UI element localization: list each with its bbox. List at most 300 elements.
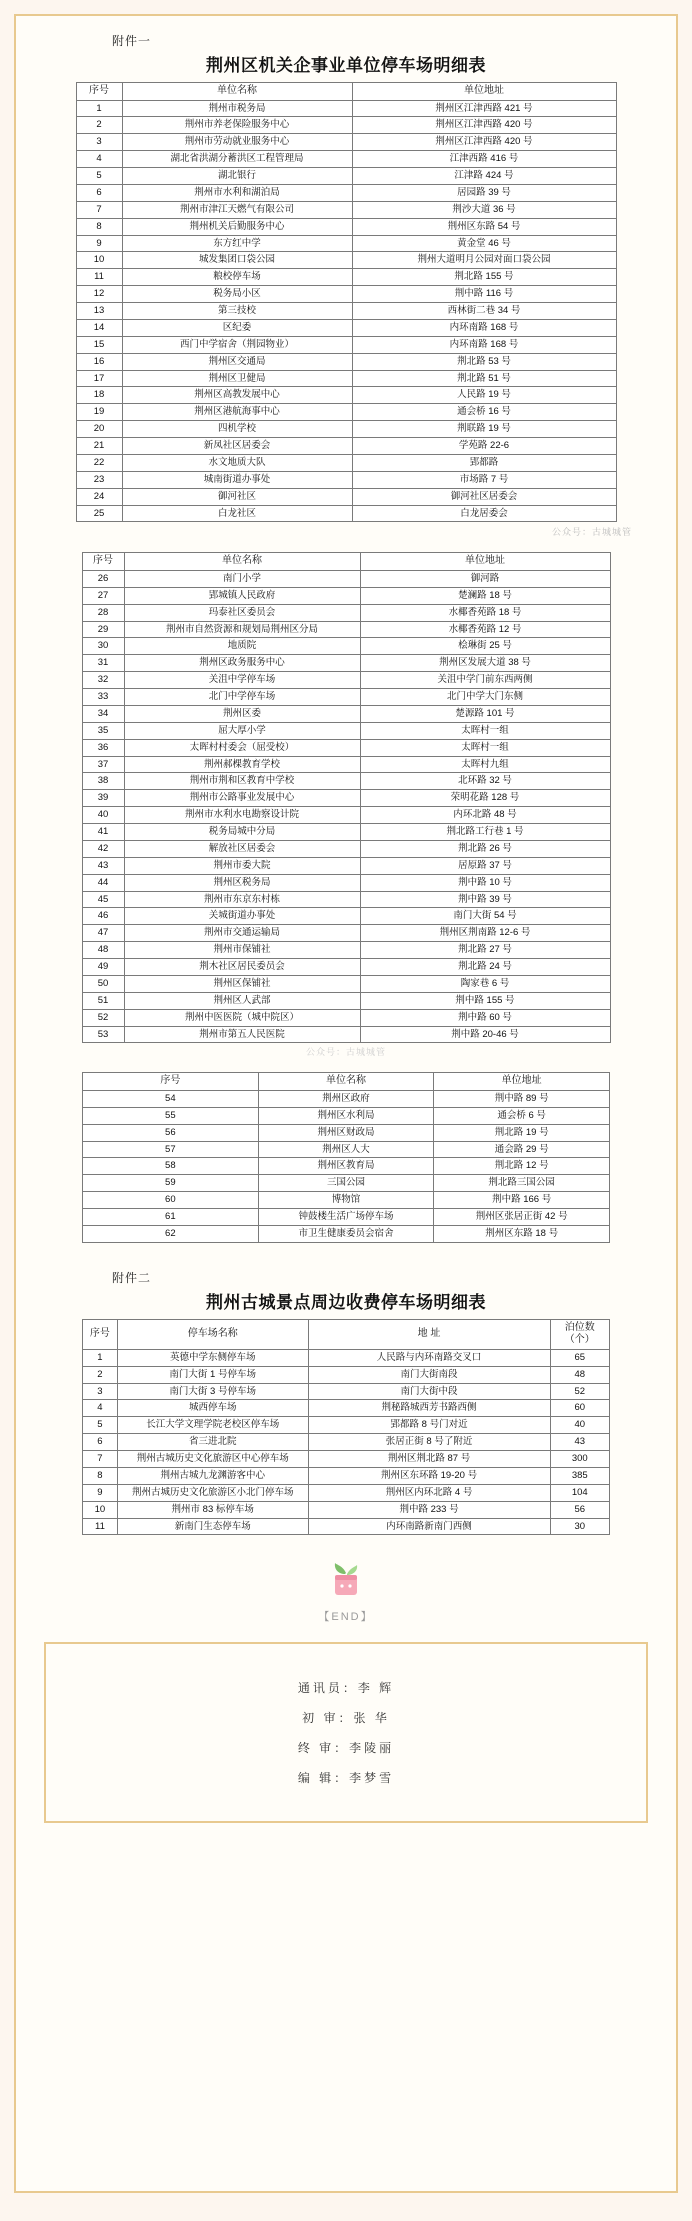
cell-unit-address: 荆中路 60 号: [360, 1009, 610, 1026]
cell-unit-name: 荆州区人武部: [124, 992, 360, 1009]
cell-unit-address: 北门中学大门东侧: [360, 689, 610, 706]
table-row: [76, 235, 616, 252]
cell-unit-address: 荆中路 155 号: [360, 992, 610, 1009]
cell-unit-name: 荆州区人大: [258, 1141, 434, 1158]
table-row: [83, 1518, 610, 1535]
cell-index: 4: [76, 151, 122, 168]
table-header-row: [83, 1319, 610, 1349]
cell-unit-address: 江津路 424 号: [352, 168, 616, 185]
col-header-lot-name: 停车场名称: [117, 1319, 308, 1349]
cell-unit-name: 北门中学停车场: [124, 689, 360, 706]
table-row: [82, 587, 610, 604]
cell-unit-name: 博物馆: [258, 1192, 434, 1209]
cell-unit-name: 城南街道办事处: [122, 471, 352, 488]
cell-unit-name: 荆州区水利局: [258, 1107, 434, 1124]
cell-unit-name: 太晖村村委会（屈受校）: [124, 739, 360, 756]
table-row: [83, 1349, 610, 1366]
end-block: [34, 1561, 658, 1624]
cell-unit-address: 荆州区发展大道 38 号: [360, 655, 610, 672]
cell-unit-address: 荆中路 89 号: [434, 1090, 610, 1107]
table-row: [76, 303, 616, 320]
cell-spaces: 65: [550, 1349, 609, 1366]
table-row: [82, 604, 610, 621]
cell-unit-name: 荆州市保铺社: [124, 942, 360, 959]
cell-unit-name: 荆州市第五人民医院: [124, 1026, 360, 1043]
cell-unit-address: 学苑路 22-6: [352, 438, 616, 455]
col-header-unit-address: 单位地址: [352, 83, 616, 101]
cell-unit-address: 居园路 39 号: [352, 184, 616, 201]
cell-index: 42: [82, 840, 124, 857]
cell-index: 11: [76, 269, 122, 286]
cell-index: 7: [83, 1451, 118, 1468]
table-row: [83, 1400, 610, 1417]
table-body-attachment-1: [76, 100, 616, 522]
cell-index: 33: [82, 689, 124, 706]
table-row: [82, 908, 610, 925]
table-row: [83, 1090, 610, 1107]
attachment-2-label: 附件二: [112, 1270, 152, 1285]
cell-index: 12: [76, 286, 122, 303]
cell-index: 35: [82, 722, 124, 739]
cell-unit-address: 西林街二巷 34 号: [352, 303, 616, 320]
cell-unit-address: 荆州区东路 54 号: [352, 218, 616, 235]
table-row: [83, 1366, 610, 1383]
cell-unit-name: 荆州区教育局: [258, 1158, 434, 1175]
cell-index: 11: [83, 1518, 118, 1535]
cell-unit-address: 荆中路 10 号: [360, 874, 610, 891]
cell-unit-name: 荆州区卫健局: [122, 370, 352, 387]
col-header-index: 序号: [82, 553, 124, 571]
watermark-1: 公众号：古城城管: [551, 527, 632, 538]
cell-spaces: 385: [550, 1467, 609, 1484]
table-row: [82, 621, 610, 638]
cell-unit-name: 粮校停车场: [122, 269, 352, 286]
cell-unit-address: 北环路 32 号: [360, 773, 610, 790]
cell-unit-address: 楚澜路 18 号: [360, 587, 610, 604]
cell-unit-address: 居原路 37 号: [360, 857, 610, 874]
cell-unit-name: 屈大厚小学: [124, 722, 360, 739]
cell-index: 10: [83, 1501, 118, 1518]
credit-editor: 编 辑：李梦雪: [297, 1771, 395, 1786]
cell-index: 36: [82, 739, 124, 756]
table-attachment-1-cont: [82, 552, 611, 1043]
cell-unit-name: 湖北银行: [122, 168, 352, 185]
cell-index: 23: [76, 471, 122, 488]
cell-unit-name: 荆州市税务局: [122, 100, 352, 117]
cell-unit-address: 楚源路 101 号: [360, 705, 610, 722]
cell-index: 31: [82, 655, 124, 672]
table-row: [83, 1383, 610, 1400]
cell-unit-name: 郢城镇人民政府: [124, 587, 360, 604]
cell-unit-name: 荆州区港航海事中心: [122, 404, 352, 421]
table-row: [76, 269, 616, 286]
cell-index: 62: [83, 1225, 259, 1242]
table-row: [82, 942, 610, 959]
cell-unit-name: 荆州区税务局: [124, 874, 360, 891]
col-header-unit-name: 单位名称: [124, 553, 360, 571]
cell-unit-address: 御河社区居委会: [352, 488, 616, 505]
cell-index: 39: [82, 790, 124, 807]
table-row: [83, 1209, 610, 1226]
table-row: [76, 117, 616, 134]
cell-index: 34: [82, 705, 124, 722]
cell-index: 6: [83, 1434, 118, 1451]
cell-unit-address: 荆北路 53 号: [352, 353, 616, 370]
table-row: [76, 387, 616, 404]
cell-unit-name: 区纪委: [122, 319, 352, 336]
table-row: [76, 319, 616, 336]
cell-spaces: 52: [550, 1383, 609, 1400]
cell-address: 荆秘路城西芳书路西侧: [308, 1400, 550, 1417]
cell-index: 16: [76, 353, 122, 370]
cell-unit-address: 陶家巷 6 号: [360, 975, 610, 992]
cell-unit-address: 荆州区江津西路 420 号: [352, 117, 616, 134]
table-row: [82, 925, 610, 942]
attachment-1-label: 附件一: [112, 34, 152, 48]
table-row: [82, 840, 610, 857]
cell-lot-name: 新南门生态停车场: [117, 1518, 308, 1535]
table-row: [76, 134, 616, 151]
cell-unit-address: 关沮中学门前东西两侧: [360, 672, 610, 689]
col-header-index: 序号: [76, 83, 122, 101]
cell-index: 1: [76, 100, 122, 117]
cell-index: 45: [82, 891, 124, 908]
cell-unit-name: 东方红中学: [122, 235, 352, 252]
cell-unit-address: 荆中路 116 号: [352, 286, 616, 303]
cell-index: 32: [82, 672, 124, 689]
cell-unit-address: 荆中路 39 号: [360, 891, 610, 908]
cell-lot-name: 荆州市 83 标停车场: [117, 1501, 308, 1518]
cell-index: 25: [76, 505, 122, 522]
cell-address: 荆州区内环北路 4 号: [308, 1484, 550, 1501]
credit-first-review: 初 审：张 华: [302, 1711, 390, 1726]
table-body-attachment-1-cont2: [83, 1090, 610, 1242]
cell-lot-name: 省三进北院: [117, 1434, 308, 1451]
cell-index: 4: [83, 1400, 118, 1417]
table-row: [83, 1434, 610, 1451]
table-row: [82, 807, 610, 824]
cell-unit-address: 荆州区江津西路 420 号: [352, 134, 616, 151]
col-header-address: 地 址: [308, 1319, 550, 1349]
cell-unit-address: 荆北路 27 号: [360, 942, 610, 959]
table-header-row: [82, 553, 610, 571]
table-row: [82, 975, 610, 992]
table-row: [82, 874, 610, 891]
cell-lot-name: 城西停车场: [117, 1400, 308, 1417]
col-header-index: 序号: [83, 1073, 259, 1091]
cell-index: 46: [82, 908, 124, 925]
cell-unit-name: 荆州郝棵教育学校: [124, 756, 360, 773]
cell-unit-address: 桧琳街 25 号: [360, 638, 610, 655]
table-row: [76, 488, 616, 505]
cell-unit-name: 地质院: [124, 638, 360, 655]
cell-unit-address: 内环南路 168 号: [352, 319, 616, 336]
table-row: [82, 1009, 610, 1026]
table-row: [82, 756, 610, 773]
cell-unit-address: 荣明花路 128 号: [360, 790, 610, 807]
credit-reporter: 通讯员：李 辉: [297, 1681, 395, 1696]
cell-index: 37: [82, 756, 124, 773]
document-frame: [14, 14, 678, 2193]
cell-unit-address: 荆北路 19 号: [434, 1124, 610, 1141]
cell-unit-address: 荆北路 26 号: [360, 840, 610, 857]
cell-unit-name: 四机学校: [122, 421, 352, 438]
cell-address: 荆中路 233 号: [308, 1501, 550, 1518]
cell-index: 28: [82, 604, 124, 621]
cell-unit-address: 荆中路 20-46 号: [360, 1026, 610, 1043]
table-row: [76, 505, 616, 522]
cell-unit-name: 关沮中学停车场: [124, 672, 360, 689]
cell-unit-address: 江津西路 416 号: [352, 151, 616, 168]
table-row: [76, 471, 616, 488]
cell-unit-name: 西门中学宿舍（荆园物业）: [122, 336, 352, 353]
table-row: [76, 184, 616, 201]
cell-unit-name: 税务局小区: [122, 286, 352, 303]
table-header-row: [76, 83, 616, 101]
cell-spaces: 104: [550, 1484, 609, 1501]
table-row: [82, 857, 610, 874]
table-attachment-1: [76, 82, 617, 522]
cell-address: 南门大街中段: [308, 1383, 550, 1400]
cell-index: 41: [82, 824, 124, 841]
cell-unit-name: 玛泰社区委员会: [124, 604, 360, 621]
table-row: [82, 959, 610, 976]
table-row: [83, 1225, 610, 1242]
table-row: [76, 404, 616, 421]
table-row: [76, 100, 616, 117]
cell-unit-address: 荆北路三国公园: [434, 1175, 610, 1192]
cell-unit-name: 城发集团口袋公园: [122, 252, 352, 269]
cell-index: 2: [83, 1366, 118, 1383]
cell-index: 44: [82, 874, 124, 891]
cell-unit-name: 白龙社区: [122, 505, 352, 522]
table-row: [82, 790, 610, 807]
cell-unit-name: 荆木社区居民委员会: [124, 959, 360, 976]
table-attachment-1-cont2: [82, 1072, 610, 1242]
cell-unit-address: 通会桥 16 号: [352, 404, 616, 421]
attachment-2-title: 荆州古城景点周边收费停车场明细表: [206, 1292, 486, 1312]
cell-index: 8: [83, 1467, 118, 1484]
cell-index: 19: [76, 404, 122, 421]
cell-lot-name: 荆州古城历史文化旅游区小北门停车场: [117, 1484, 308, 1501]
cell-unit-name: 荆州区委: [124, 705, 360, 722]
table-row: [76, 218, 616, 235]
cell-spaces: 48: [550, 1366, 609, 1383]
table-row: [83, 1107, 610, 1124]
cell-address: 郢都路 8 号门对近: [308, 1417, 550, 1434]
cell-unit-name: 荆州市水利水电勘察设计院: [124, 807, 360, 824]
cell-unit-address: 荆中路 166 号: [434, 1192, 610, 1209]
watermark-2: 公众号：古城城管: [305, 1047, 386, 1058]
table-row: [83, 1501, 610, 1518]
cell-index: 59: [83, 1175, 259, 1192]
cell-spaces: 56: [550, 1501, 609, 1518]
cell-unit-name: 荆州市劳动就业服务中心: [122, 134, 352, 151]
table-row: [83, 1175, 610, 1192]
cell-unit-name: 新凤社区居委会: [122, 438, 352, 455]
cell-spaces: 60: [550, 1400, 609, 1417]
cell-unit-address: 白龙居委会: [352, 505, 616, 522]
cell-index: 47: [82, 925, 124, 942]
cell-index: 1: [83, 1349, 118, 1366]
cell-unit-name: 荆州市公路事业发展中心: [124, 790, 360, 807]
table-row: [83, 1417, 610, 1434]
cell-lot-name: 英德中学东侧停车场: [117, 1349, 308, 1366]
cell-unit-name: 荆州市交通运输局: [124, 925, 360, 942]
cell-unit-address: 荆北路 51 号: [352, 370, 616, 387]
cell-unit-address: 荆北路 155 号: [352, 269, 616, 286]
cell-unit-address: 人民路 19 号: [352, 387, 616, 404]
col-header-spaces: 泊位数（个）: [550, 1319, 609, 1349]
cell-spaces: 43: [550, 1434, 609, 1451]
cell-unit-address: 太晖村一组: [360, 722, 610, 739]
cell-index: 38: [82, 773, 124, 790]
cell-unit-address: 南门大街 54 号: [360, 908, 610, 925]
table-row: [82, 570, 610, 587]
table-row: [83, 1451, 610, 1468]
credit-final-review: 终 审：李陵丽: [297, 1741, 395, 1756]
table-body-attachment-1-cont: [82, 570, 610, 1043]
table-row: [83, 1141, 610, 1158]
cell-unit-name: 第三技校: [122, 303, 352, 320]
table-row: [82, 824, 610, 841]
col-header-index: 序号: [83, 1319, 118, 1349]
col-header-unit-name: 单位名称: [122, 83, 352, 101]
cell-index: 60: [83, 1192, 259, 1209]
table-row: [76, 353, 616, 370]
table-body-attachment-2: [83, 1349, 610, 1535]
cell-unit-address: 荆联路 19 号: [352, 421, 616, 438]
table-row: [83, 1158, 610, 1175]
cell-spaces: 300: [550, 1451, 609, 1468]
cell-index: 9: [83, 1484, 118, 1501]
cell-index: 52: [82, 1009, 124, 1026]
cell-unit-name: 荆州市水利和湖泊局: [122, 184, 352, 201]
table-row: [76, 370, 616, 387]
table-row: [83, 1467, 610, 1484]
cell-unit-address: 通会桥 6 号: [434, 1107, 610, 1124]
cell-lot-name: 南门大街 1 号停车场: [117, 1366, 308, 1383]
cell-unit-address: 荆北路工行巷 1 号: [360, 824, 610, 841]
cell-unit-name: 荆州区高教发展中心: [122, 387, 352, 404]
table-row: [82, 672, 610, 689]
table-row: [82, 689, 610, 706]
col-header-unit-address: 单位地址: [360, 553, 610, 571]
cell-unit-name: 三国公园: [258, 1175, 434, 1192]
table-header-row: [83, 1073, 610, 1091]
cell-index: 22: [76, 454, 122, 471]
cell-unit-name: 荆州市荆和区教育中学校: [124, 773, 360, 790]
cell-unit-address: 郢都路: [352, 454, 616, 471]
cell-unit-address: 荆州区东路 18 号: [434, 1225, 610, 1242]
cell-index: 8: [76, 218, 122, 235]
cell-index: 7: [76, 201, 122, 218]
cell-unit-address: 太晖村九组: [360, 756, 610, 773]
cell-index: 5: [83, 1417, 118, 1434]
cell-unit-name: 荆州区财政局: [258, 1124, 434, 1141]
cell-index: 14: [76, 319, 122, 336]
cell-unit-address: 荆州区张居正街 42 号: [434, 1209, 610, 1226]
cell-index: 13: [76, 303, 122, 320]
cell-index: 54: [83, 1090, 259, 1107]
cell-index: 40: [82, 807, 124, 824]
cell-index: 26: [82, 570, 124, 587]
cell-unit-name: 钟鼓楼生活广场停车场: [258, 1209, 434, 1226]
cell-index: 61: [83, 1209, 259, 1226]
cell-index: 10: [76, 252, 122, 269]
cell-spaces: 30: [550, 1518, 609, 1535]
table-row: [76, 336, 616, 353]
cell-unit-address: 荆州区江津西路 421 号: [352, 100, 616, 117]
table-row: [83, 1484, 610, 1501]
cell-unit-name: 荆州区政府: [258, 1090, 434, 1107]
table-row: [76, 252, 616, 269]
cell-unit-name: 关城街道办事处: [124, 908, 360, 925]
cell-index: 29: [82, 621, 124, 638]
cell-unit-name: 税务局城中分局: [124, 824, 360, 841]
table-row: [83, 1192, 610, 1209]
cell-unit-address: 通会路 29 号: [434, 1141, 610, 1158]
cell-index: 5: [76, 168, 122, 185]
cell-index: 6: [76, 184, 122, 201]
table-row: [82, 1026, 610, 1043]
cell-unit-address: 太晖村一组: [360, 739, 610, 756]
plant-icon: [329, 1561, 363, 1599]
cell-index: 21: [76, 438, 122, 455]
table-row: [82, 773, 610, 790]
cell-unit-address: 御河路: [360, 570, 610, 587]
cell-index: 57: [83, 1141, 259, 1158]
cell-index: 55: [83, 1107, 259, 1124]
cell-address: 荆州区东环路 19-20 号: [308, 1467, 550, 1484]
cell-index: 9: [76, 235, 122, 252]
col-header-unit-name: 单位名称: [258, 1073, 434, 1091]
cell-unit-address: 市场路 7 号: [352, 471, 616, 488]
cell-lot-name: 荆州古城九龙渊游客中心: [117, 1467, 308, 1484]
cell-unit-name: 荆州区保铺社: [124, 975, 360, 992]
cell-index: 24: [76, 488, 122, 505]
cell-unit-address: 水椰香苑路 18 号: [360, 604, 610, 621]
cell-address: 人民路与内环南路交叉口: [308, 1349, 550, 1366]
cell-unit-name: 水文地质大队: [122, 454, 352, 471]
cell-unit-address: 荆北路 12 号: [434, 1158, 610, 1175]
cell-unit-address: 荆北路 24 号: [360, 959, 610, 976]
cell-unit-address: 荆州大道明月公园对面口袋公园: [352, 252, 616, 269]
cell-unit-name: 荆州市养老保险服务中心: [122, 117, 352, 134]
table-row: [82, 638, 610, 655]
cell-index: 58: [83, 1158, 259, 1175]
cell-unit-address: 荆州区荆南路 12-6 号: [360, 925, 610, 942]
cell-unit-name: 御河社区: [122, 488, 352, 505]
cell-unit-name: 荆州市津江天燃气有限公司: [122, 201, 352, 218]
cell-index: 30: [82, 638, 124, 655]
cell-unit-name: 荆州市东京东村栋: [124, 891, 360, 908]
table-row: [76, 454, 616, 471]
cell-address: 内环南路新南门西侧: [308, 1518, 550, 1535]
attachment-1-title: 荆州区机关企事业单位停车场明细表: [206, 56, 486, 75]
table-row: [76, 151, 616, 168]
cell-index: 3: [83, 1383, 118, 1400]
cell-address: 南门大街南段: [308, 1366, 550, 1383]
cell-index: 17: [76, 370, 122, 387]
table-row: [76, 421, 616, 438]
cell-index: 49: [82, 959, 124, 976]
document-page: [0, 14, 692, 2221]
table-row: [76, 168, 616, 185]
cell-unit-address: 荆沙大道 36 号: [352, 201, 616, 218]
cell-lot-name: 长江大学文理学院老校区停车场: [117, 1417, 308, 1434]
cell-index: 48: [82, 942, 124, 959]
